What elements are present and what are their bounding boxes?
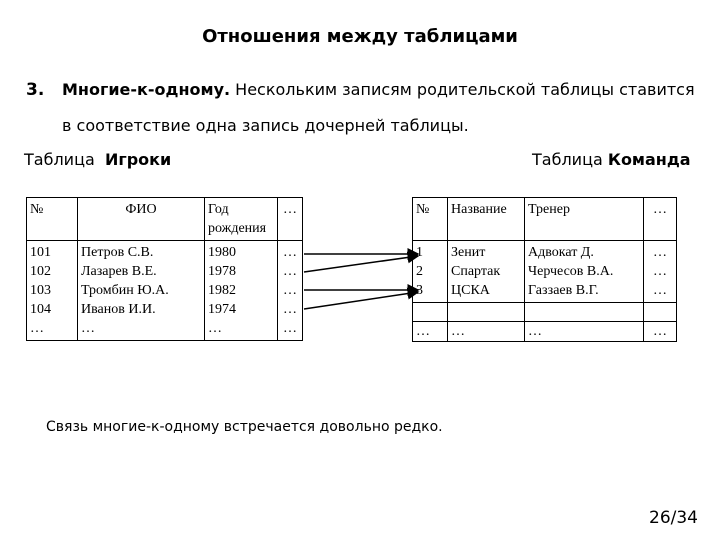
item-text-line2: в соответствие одна запись дочерней таблицы. bbox=[62, 116, 469, 135]
relation-link-102-1 bbox=[304, 256, 418, 272]
team-header-num: № bbox=[413, 198, 448, 241]
table-cell: … bbox=[644, 322, 677, 342]
table-cell: 2 bbox=[416, 264, 423, 279]
footnote: Связь многие-к-одному встречается довольно редко. bbox=[46, 419, 443, 435]
table-cell: … bbox=[283, 302, 297, 317]
table-cell: Спартак bbox=[451, 264, 501, 279]
team-header-name: Название bbox=[448, 198, 525, 241]
item-text-line1: Нескольким записям родительской таблицы ставится bbox=[235, 80, 695, 99]
table-cell: Тромбин Ю.А. bbox=[81, 283, 169, 298]
table-cell: 102 bbox=[30, 264, 51, 279]
table-cell: … bbox=[30, 321, 44, 336]
table-cell: 1 bbox=[416, 245, 423, 260]
team-header-more: … bbox=[644, 198, 677, 241]
table-cell: … bbox=[283, 264, 297, 279]
table-cell: 3 bbox=[416, 283, 423, 298]
table-cell: … bbox=[525, 322, 644, 342]
table-cell: 1982 bbox=[208, 283, 236, 298]
team-header-coach: Тренер bbox=[525, 198, 644, 241]
table-cell: … bbox=[413, 322, 448, 342]
table-cell: 104 bbox=[30, 302, 51, 317]
players-caption-name: Игроки bbox=[104, 150, 172, 169]
players-header-num: № bbox=[27, 198, 78, 241]
item-term: Многие-к-одному. bbox=[62, 80, 231, 99]
slide-title: Отношения между таблицами bbox=[202, 26, 518, 47]
table-cell: … bbox=[653, 264, 667, 279]
table-cell: Иванов И.И. bbox=[81, 302, 156, 317]
table-cell: Петров С.В. bbox=[81, 245, 154, 260]
table-cell: Зенит bbox=[451, 245, 486, 260]
team-caption-prefix: Таблица bbox=[532, 150, 603, 169]
table-cell: … bbox=[448, 322, 525, 342]
table-cell: Адвокат Д. bbox=[528, 245, 594, 260]
table-cell: 101 bbox=[30, 245, 51, 260]
players-header-more: … bbox=[278, 198, 303, 241]
table-cell: … bbox=[283, 321, 297, 336]
players-header-fio: ФИО bbox=[78, 198, 205, 241]
table-cell: … bbox=[653, 245, 667, 260]
players-caption-prefix: Таблица bbox=[24, 150, 95, 169]
item-number: 3. bbox=[26, 80, 45, 100]
table-cell: … bbox=[283, 283, 297, 298]
table-cell: Лазарев В.Е. bbox=[81, 264, 157, 279]
table-cell: Газзаев В.Г. bbox=[528, 283, 599, 298]
table-cell: … bbox=[81, 321, 95, 336]
page-number: 26/34 bbox=[649, 508, 698, 528]
table-cell: 1974 bbox=[208, 302, 236, 317]
table-cell: 103 bbox=[30, 283, 51, 298]
table-cell: 1978 bbox=[208, 264, 236, 279]
relation-link-104-3 bbox=[304, 292, 418, 309]
table-cell: ЦСКА bbox=[451, 283, 490, 298]
team-caption-name: Команда bbox=[607, 150, 691, 169]
table-cell: Черчесов В.А. bbox=[528, 264, 614, 279]
table-cell: … bbox=[283, 245, 297, 260]
table-cell: … bbox=[653, 283, 667, 298]
table-cell: … bbox=[208, 321, 222, 336]
players-header-year: Год рождения bbox=[205, 198, 278, 241]
table-cell: 1980 bbox=[208, 245, 236, 260]
